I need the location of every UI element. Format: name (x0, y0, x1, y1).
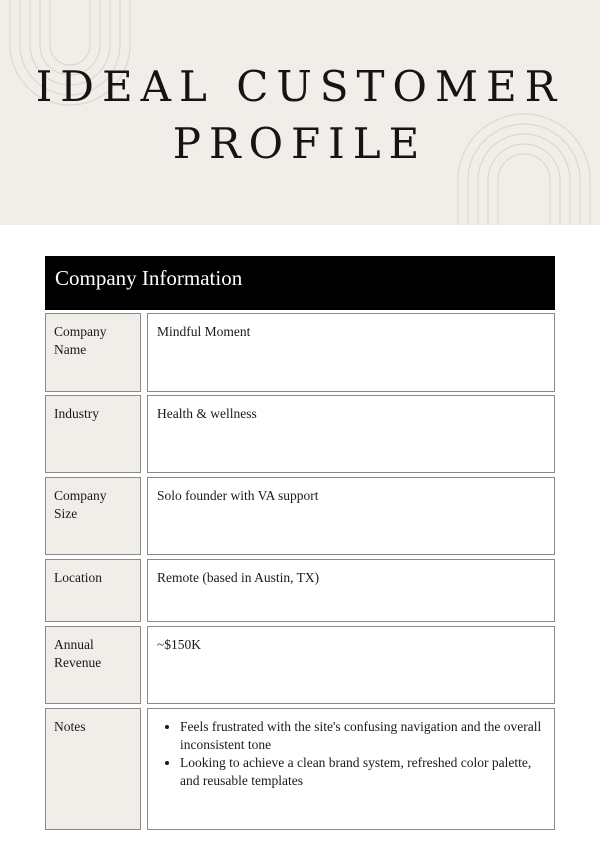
row-label (45, 708, 141, 830)
row-label-line: Company (54, 324, 107, 339)
row-label (45, 477, 141, 555)
row-label (45, 559, 141, 622)
row-value-notes (147, 708, 555, 830)
table-row-industry (45, 395, 555, 473)
header-banner (0, 0, 600, 225)
row-label (45, 395, 141, 473)
page-title (0, 58, 600, 172)
table-row-company-name (45, 313, 555, 392)
table-row-annual-revenue (45, 626, 555, 704)
list-item: • Feels frustrated with the site's confusing navigation and the overall inconsistent tone (180, 718, 545, 754)
row-label (45, 626, 141, 704)
row-label-line: Industry (54, 406, 99, 421)
row-value: Solo founder with VA support (147, 477, 555, 555)
row-label-line: Annual (54, 637, 94, 652)
section-title: Company Information (55, 266, 243, 290)
notes-list (158, 718, 545, 790)
table-row-location (45, 559, 555, 622)
table-row-notes (45, 708, 555, 830)
page-title-line-2: PROFILE (172, 119, 428, 168)
row-label-line: Size (54, 506, 78, 521)
row-value: Health & wellness (147, 395, 555, 473)
row-label-line: Revenue (54, 655, 102, 670)
table-row-company-size (45, 477, 555, 555)
list-item: • Looking to achieve a clean brand system, refreshed color palette, and reusable templates (180, 754, 545, 790)
row-label-line: Name (54, 342, 87, 357)
row-label-line: Notes (54, 719, 86, 734)
row-value: Mindful Moment (147, 313, 555, 392)
page-title-line-1: IDEAL CUSTOMER (35, 62, 565, 111)
row-label-line: Location (54, 570, 102, 585)
row-label-line: Company (54, 488, 107, 503)
section-header-bar (45, 256, 555, 310)
row-value: Remote (based in Austin, TX) (147, 559, 555, 622)
row-label (45, 313, 141, 392)
row-value: ~$150K (147, 626, 555, 704)
